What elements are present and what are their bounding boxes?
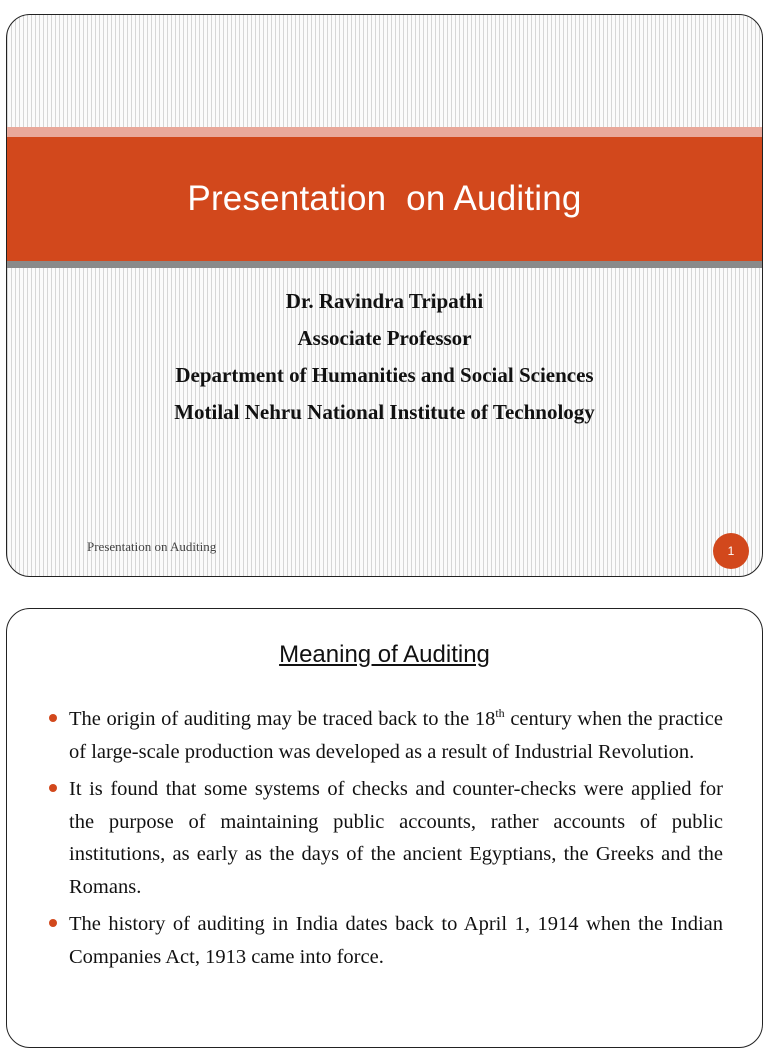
bullet-dot-icon [49,784,57,792]
bullet-dot-icon [49,919,57,927]
bullet-text-start: The origin of auditing may be traced back to the 18 [69,708,496,730]
page-number-badge: 1 [713,533,749,569]
bullet-item [47,773,723,903]
author-department: Department of Humanities and Social Sciences [175,363,594,387]
author-info [7,283,762,431]
top-accent-stripe [7,127,762,137]
bottom-accent-stripe [7,261,762,268]
presentation-title: Presentation on Auditing [187,179,582,218]
bullet-text-end: century when the practice of large-scale production was developed as a result of Industrial Revolution. [69,708,723,763]
author-institute: Motilal Nehru National Institute of Technology [174,400,595,424]
bullet-item [47,703,723,768]
author-name: Dr. Ravindra Tripathi [285,289,484,313]
title-band [7,137,762,261]
slide-heading: Meaning of Auditing [279,641,490,668]
bullet-item [47,908,723,973]
ordinal-superscript: th [495,706,505,721]
bullet-list [47,703,723,978]
bullet-text: The history of auditing in India dates back to April 1, 1914 when the Indian Companies Act, 1913 came into force. [69,913,723,968]
title-slide [6,14,763,577]
bullet-dot-icon [49,714,57,722]
content-slide [6,608,763,1048]
author-position: Associate Professor [297,326,472,350]
slide-footer: Presentation on Auditing [87,539,217,554]
bullet-text: It is found that some systems of checks and counter-checks were applied for the purpose of maintaining public accounts, rather accounts of public institutions, as early as the days of the ancient Egyptians, the Greeks and the Romans. [69,778,723,898]
